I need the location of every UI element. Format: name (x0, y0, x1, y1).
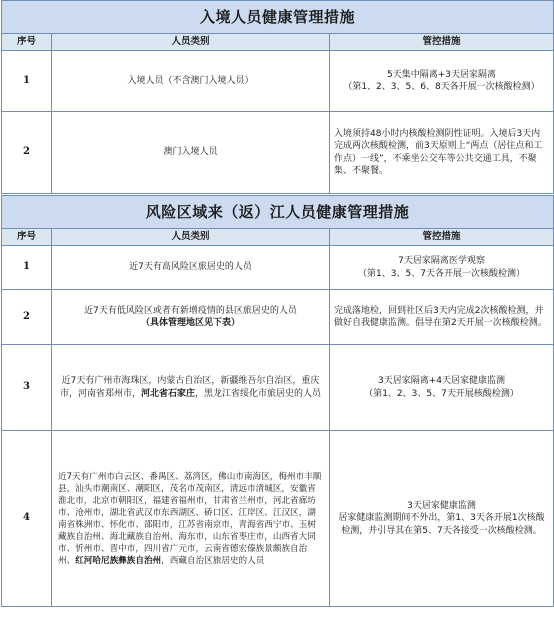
person-category (52, 290, 330, 345)
row-number: 1 (2, 51, 52, 112)
measure-line: 5天集中隔离+3天居家隔离 (387, 69, 496, 80)
measures-table (1, 0, 554, 607)
category-text: ，西藏自治区旅居史的人员 (161, 555, 265, 566)
person-category (52, 431, 330, 607)
row-number: 1 (2, 246, 52, 290)
table-row (2, 51, 554, 112)
header-category: 人员类别 (52, 34, 330, 51)
header-measures: 管控措施 (330, 34, 554, 51)
control-measure (330, 345, 554, 431)
category-text: ，黑龙江省绥化市旅居史的人员 (195, 388, 322, 399)
category-text-emphasis: 红河哈尼族彝族自治州 (75, 555, 162, 566)
measure-line: （第1、2、3、5、6、8天各开展一次核酸检测） (343, 82, 540, 92)
measure-line: 入境须持48小时内核酸检测阴性证明。入境后3天内完成两次核酸检测，前3天原则上“两点（居住点和工作点）一线”，不乘坐公交车等公共交通工具，不聚集、不聚餐。 (334, 128, 543, 176)
table-row (2, 431, 554, 607)
table-row (2, 112, 554, 194)
control-measure (330, 112, 554, 194)
header-serial: 序号 (2, 34, 52, 51)
table-row (2, 246, 554, 290)
control-measure (330, 246, 554, 290)
section1-title: 入境人员健康管理措施 (2, 1, 554, 34)
control-measure (330, 51, 554, 112)
header-category: 人员类别 (52, 229, 330, 246)
measure-line: （第1、2、3、5、7天开展核酸检测） (364, 388, 519, 399)
measure-line: 居家健康监测期间不外出，第1、3天各开展1次核酸检测，并引导其在第5、7天各接受一次核酸检测。 (338, 513, 545, 536)
category-text: 近7天有广州市海珠区，内蒙古自治区，新疆维吾尔自治区，重庆市，河南省郑州市， (59, 376, 320, 399)
row-number: 2 (2, 290, 52, 345)
header-measures: 管控措施 (330, 229, 554, 246)
row-number: 2 (2, 112, 52, 194)
section2-title: 风险区域来（返）江人员健康管理措施 (2, 196, 554, 229)
table-row (2, 345, 554, 431)
health-measures-sheet (1, 0, 553, 607)
category-text: 近7天有低风险区或者有新增疫情的县区旅居史的人员 (84, 305, 297, 316)
control-measure (330, 290, 554, 345)
measure-line: 7天居家隔离医学观察 (398, 256, 485, 266)
category-text: 近7天有广州市白云区、番禺区、荔湾区，佛山市南海区，梅州市丰顺县，汕头市潮南区、潮阳区，茂名市茂南区，清远市清城区，安徽省淮北市，北京市朝阳区，福建省福州市，甘肃省兰州市，河北省廊坊市、沧州市，湖北省武汉市东西湖区、硚口区、江岸区、江汉区，湖南省株洲市、怀化市、邵阳市，江苏省南京市，青海省西宁市、玉树藏族自治州、海北藏族自治州、海东市，山东省枣庄市，山西省大同市、忻州市、晋中市，四川省广元市，云南省德宏傣族景颇族自治州、 (58, 471, 322, 566)
header-serial: 序号 (2, 229, 52, 246)
person-category: 入境人员（不含澳门入境人员） (52, 51, 330, 112)
measure-line: 完成落地检，回到社区后3天内完成2次核酸检测，并做好自我健康监测。倡导在第2天开展一次核酸检测。 (334, 305, 547, 328)
measure-line: （第1、3、5、7天各开展一次核酸检测） (358, 268, 525, 279)
row-number: 3 (2, 345, 52, 431)
category-text-emphasis: （具体管理地区见下表） (140, 318, 240, 328)
measure-line: 3天居家健康监测 (407, 500, 476, 511)
person-category (52, 345, 330, 431)
category-text-emphasis: 河北省石家庄 (140, 388, 195, 399)
table-row (2, 290, 554, 345)
control-measure (330, 431, 554, 607)
person-category: 澳门入境人员 (52, 112, 330, 194)
measure-line: 3天居家隔离+4天居家健康监测 (378, 376, 505, 386)
category-text: 近7天有高风险区旅居史的人员 (129, 262, 252, 273)
person-category (52, 246, 330, 290)
row-number: 4 (2, 431, 52, 607)
